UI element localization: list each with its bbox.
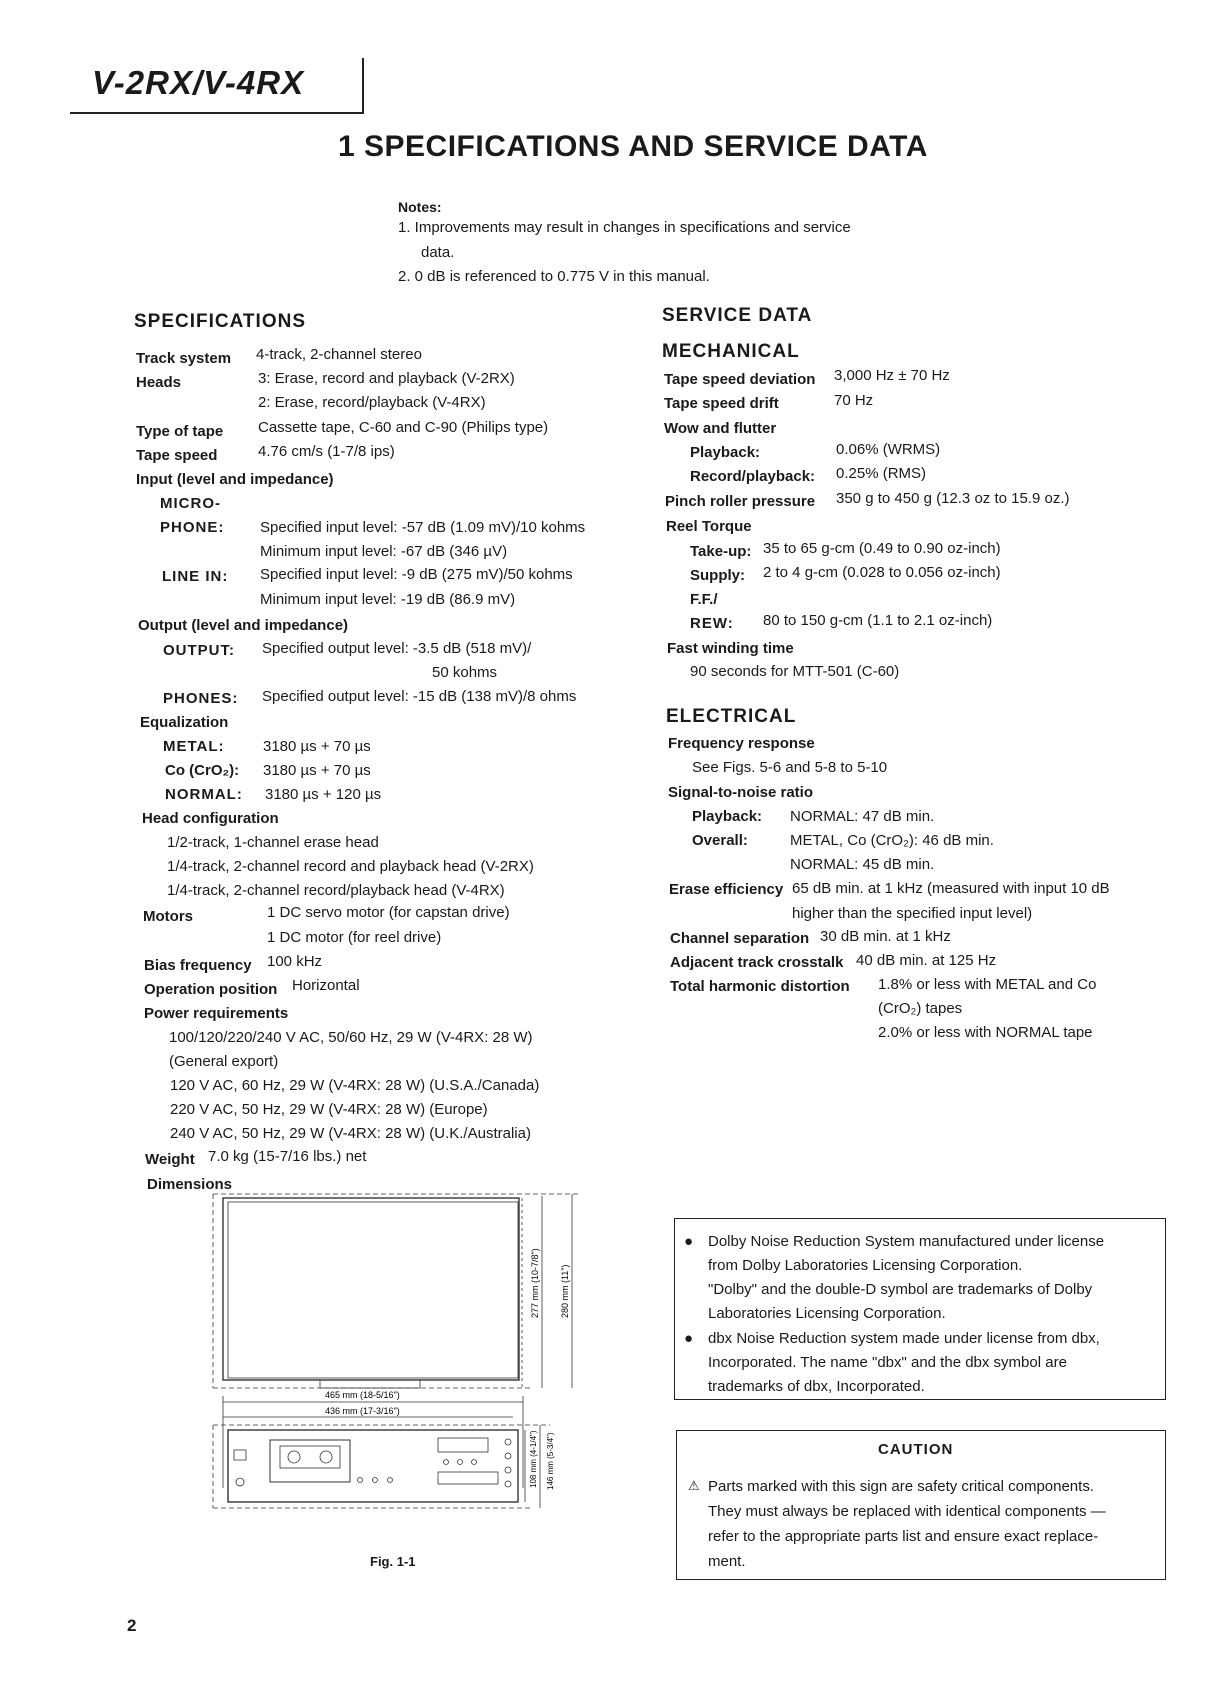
dimensions-figure bbox=[210, 1188, 590, 1548]
spec-value: 240 V AC, 50 Hz, 29 W (V-4RX: 28 W) (U.K./Australia) bbox=[170, 1125, 531, 1142]
specifications-heading: SPECIFICATIONS bbox=[134, 311, 306, 332]
spec-value: 3: Erase, record and playback (V-2RX) bbox=[258, 370, 515, 387]
warning-triangle-icon: ⚠ bbox=[688, 1478, 700, 1493]
spec-value: 1/4-track, 2-channel record and playback head (V-2RX) bbox=[167, 858, 534, 875]
dim-280-label: 280 mm (11") bbox=[560, 1264, 570, 1318]
spec-sublabel: LINE IN: bbox=[162, 568, 229, 585]
spec-sublabel: NORMAL: bbox=[165, 786, 243, 803]
service-value: 30 dB min. at 1 kHz bbox=[820, 928, 951, 945]
service-value: 70 Hz bbox=[834, 392, 874, 409]
service-label: Wow and flutter bbox=[664, 420, 777, 437]
spec-label: Operation position bbox=[144, 981, 278, 998]
spec-value: Specified output level: -15 dB (138 mV)/8 ohms bbox=[262, 688, 577, 705]
spec-label: Power requirements bbox=[144, 1005, 289, 1022]
dim-277-label: 277 mm (10-7/8") bbox=[530, 1248, 540, 1318]
spec-value: 2: Erase, record/playback (V-4RX) bbox=[258, 394, 486, 411]
spec-label: Output (level and impedance) bbox=[138, 617, 349, 634]
license-line: trademarks of dbx, Incorporated. bbox=[708, 1378, 925, 1395]
spec-value: 4.76 cm/s (1-7/8 ips) bbox=[258, 443, 395, 460]
spec-value: 50 kohms bbox=[432, 664, 498, 681]
service-value: 0.25% (RMS) bbox=[836, 465, 927, 482]
license-line: "Dolby" and the double-D symbol are trademarks of Dolby bbox=[708, 1281, 1093, 1298]
spec-label: Head configuration bbox=[142, 810, 279, 827]
front-view-drawing bbox=[213, 1425, 550, 1508]
spec-value: Minimum input level: -67 dB (346 µV) bbox=[260, 543, 508, 560]
service-sublabel: REW: bbox=[690, 615, 734, 632]
service-sublabel: Take-up: bbox=[690, 543, 752, 560]
spec-label: Track system bbox=[136, 350, 232, 367]
spec-sublabel: PHONE: bbox=[160, 519, 225, 536]
service-label: Erase efficiency bbox=[669, 881, 784, 898]
service-value: 3,000 Hz ± 70 Hz bbox=[834, 367, 950, 384]
spec-value: 1 DC motor (for reel drive) bbox=[267, 929, 442, 946]
spec-label: Tape speed bbox=[136, 447, 218, 464]
service-sublabel: Record/playback: bbox=[690, 468, 816, 485]
service-sublabel: Supply: bbox=[690, 567, 745, 584]
spec-value: 1/4-track, 2-channel record/playback head (V-4RX) bbox=[167, 882, 505, 899]
service-value: METAL, Co (CrO₂): 46 dB min. bbox=[790, 832, 994, 849]
service-value: 65 dB min. at 1 kHz (measured with input 10 dB bbox=[792, 880, 1110, 897]
service-label: Signal-to-noise ratio bbox=[668, 784, 814, 801]
caution-line: ment. bbox=[708, 1553, 746, 1570]
spec-label: Input (level and impedance) bbox=[136, 471, 334, 488]
spec-label: Weight bbox=[145, 1151, 195, 1168]
notes-label: Notes: bbox=[398, 199, 442, 215]
mechanical-heading: MECHANICAL bbox=[662, 341, 800, 362]
service-sublabel: Playback: bbox=[690, 444, 761, 461]
service-value: 0.06% (WRMS) bbox=[836, 441, 941, 458]
spec-label: Motors bbox=[143, 908, 193, 925]
spec-value: 100/120/220/240 V AC, 50/60 Hz, 29 W (V-4RX: 28 W) bbox=[169, 1029, 533, 1046]
service-value: See Figs. 5-6 and 5-8 to 5-10 bbox=[692, 759, 888, 776]
service-value: 80 to 150 g-cm (1.1 to 2.1 oz-inch) bbox=[763, 612, 993, 629]
service-label: Total harmonic distortion bbox=[670, 978, 850, 995]
service-value: 40 dB min. at 125 Hz bbox=[856, 952, 997, 969]
page-number: 2 bbox=[127, 1616, 137, 1635]
spec-sublabel: OUTPUT: bbox=[163, 642, 235, 659]
license-line: from Dolby Laboratories Licensing Corporation. bbox=[708, 1257, 1023, 1274]
service-value: 2.0% or less with NORMAL tape bbox=[878, 1024, 1093, 1041]
note-1: 1. Improvements may result in changes in specifications and service bbox=[398, 219, 851, 236]
dim-108-label: 108 mm (4-1/4") bbox=[529, 1430, 538, 1488]
service-label: Frequency response bbox=[668, 735, 815, 752]
dim-436-label: 436 mm (17-3/16") bbox=[325, 1406, 400, 1416]
service-value: 35 to 65 g-cm (0.49 to 0.90 oz-inch) bbox=[763, 540, 1001, 557]
spec-sublabel: METAL: bbox=[163, 738, 225, 755]
license-line: Laboratories Licensing Corporation. bbox=[708, 1305, 946, 1322]
spec-value: 3180 µs + 70 µs bbox=[263, 738, 371, 755]
page-title: 1 SPECIFICATIONS AND SERVICE DATA bbox=[338, 130, 928, 163]
service-sublabel: Overall: bbox=[692, 832, 748, 849]
dim-146-label: 146 mm (5-3/4") bbox=[546, 1432, 555, 1490]
service-value: (CrO₂) tapes bbox=[878, 1000, 963, 1017]
spec-value: 220 V AC, 50 Hz, 29 W (V-4RX: 28 W) (Europe) bbox=[170, 1101, 488, 1118]
license-line: dbx Noise Reduction system made under license from dbx, bbox=[708, 1330, 1100, 1347]
service-value: higher than the specified input level) bbox=[792, 905, 1033, 922]
caution-line: refer to the appropriate parts list and ensure exact replace- bbox=[708, 1528, 1099, 1545]
spec-value: 7.0 kg (15-7/16 lbs.) net bbox=[208, 1148, 367, 1165]
service-value: 90 seconds for MTT-501 (C-60) bbox=[690, 663, 900, 680]
spec-sublabel: PHONES: bbox=[163, 690, 239, 707]
spec-value: 1 DC servo motor (for capstan drive) bbox=[267, 904, 510, 921]
service-label: Fast winding time bbox=[667, 640, 794, 657]
service-label: Tape speed drift bbox=[664, 395, 779, 412]
service-label: Reel Torque bbox=[666, 518, 752, 535]
spec-value: Minimum input level: -19 dB (86.9 mV) bbox=[260, 591, 516, 608]
spec-value: Specified input level: -57 dB (1.09 mV)/10 kohms bbox=[260, 519, 586, 536]
spec-sublabel: Co (CrO₂): bbox=[165, 762, 240, 779]
service-label: Adjacent track crosstalk bbox=[670, 954, 844, 971]
note-2: 2. 0 dB is referenced to 0.775 V in this manual. bbox=[398, 268, 710, 285]
service-value: 350 g to 450 g (12.3 oz to 15.9 oz.) bbox=[836, 490, 1070, 507]
service-sublabel: F.F./ bbox=[690, 591, 718, 608]
service-label: Channel separation bbox=[670, 930, 810, 947]
caution-line: Parts marked with this sign are safety critical components. bbox=[708, 1478, 1094, 1495]
license-line: Dolby Noise Reduction System manufactured under license bbox=[708, 1233, 1105, 1250]
spec-value: Specified output level: -3.5 dB (518 mV)/ bbox=[262, 640, 532, 657]
service-label: Tape speed deviation bbox=[664, 371, 816, 388]
spec-label: Dimensions bbox=[147, 1176, 233, 1193]
model-name: V-2RX/V-4RX bbox=[92, 64, 305, 101]
service-label: Pinch roller pressure bbox=[665, 493, 816, 510]
spec-label: Type of tape bbox=[136, 423, 224, 440]
spec-value: Specified input level: -9 dB (275 mV)/50 kohms bbox=[260, 566, 573, 583]
spec-value: 1/2-track, 1-channel erase head bbox=[167, 834, 379, 851]
service-data-heading: SERVICE DATA bbox=[662, 305, 813, 326]
service-value: 1.8% or less with METAL and Co bbox=[878, 976, 1097, 993]
spec-sublabel: MICRO- bbox=[160, 495, 221, 512]
service-value: NORMAL: 45 dB min. bbox=[790, 856, 935, 873]
service-value: NORMAL: 47 dB min. bbox=[790, 808, 935, 825]
spec-value: 4-track, 2-channel stereo bbox=[256, 346, 422, 363]
license-line: Incorporated. The name "dbx" and the dbx symbol are bbox=[708, 1354, 1067, 1371]
bullet-icon: ● bbox=[684, 1233, 694, 1250]
spec-value: Cassette tape, C-60 and C-90 (Philips type) bbox=[258, 419, 549, 436]
service-sublabel: Playback: bbox=[692, 808, 763, 825]
caution-line: They must always be replaced with identical components — bbox=[708, 1503, 1106, 1520]
top-view-drawing bbox=[213, 1194, 580, 1388]
dim-465-label: 465 mm (18-5/16") bbox=[325, 1390, 400, 1400]
spec-label: Bias frequency bbox=[144, 957, 252, 974]
spec-value: 120 V AC, 60 Hz, 29 W (V-4RX: 28 W) (U.S.A./Canada) bbox=[170, 1077, 540, 1094]
electrical-heading: ELECTRICAL bbox=[666, 706, 797, 727]
caution-title: CAUTION bbox=[878, 1441, 954, 1458]
spec-value: Horizontal bbox=[292, 977, 360, 994]
spec-label: Equalization bbox=[140, 714, 229, 731]
bullet-icon: ● bbox=[684, 1330, 694, 1347]
spec-value: 3180 µs + 120 µs bbox=[265, 786, 382, 803]
note-1-cont: data. bbox=[421, 244, 455, 261]
spec-value: (General export) bbox=[169, 1053, 279, 1070]
spec-value: 100 kHz bbox=[267, 953, 323, 970]
service-value: 2 to 4 g-cm (0.028 to 0.056 oz-inch) bbox=[763, 564, 1001, 581]
figure-caption: Fig. 1-1 bbox=[370, 1554, 416, 1569]
spec-value: 3180 µs + 70 µs bbox=[263, 762, 371, 779]
spec-label: Heads bbox=[136, 374, 182, 391]
